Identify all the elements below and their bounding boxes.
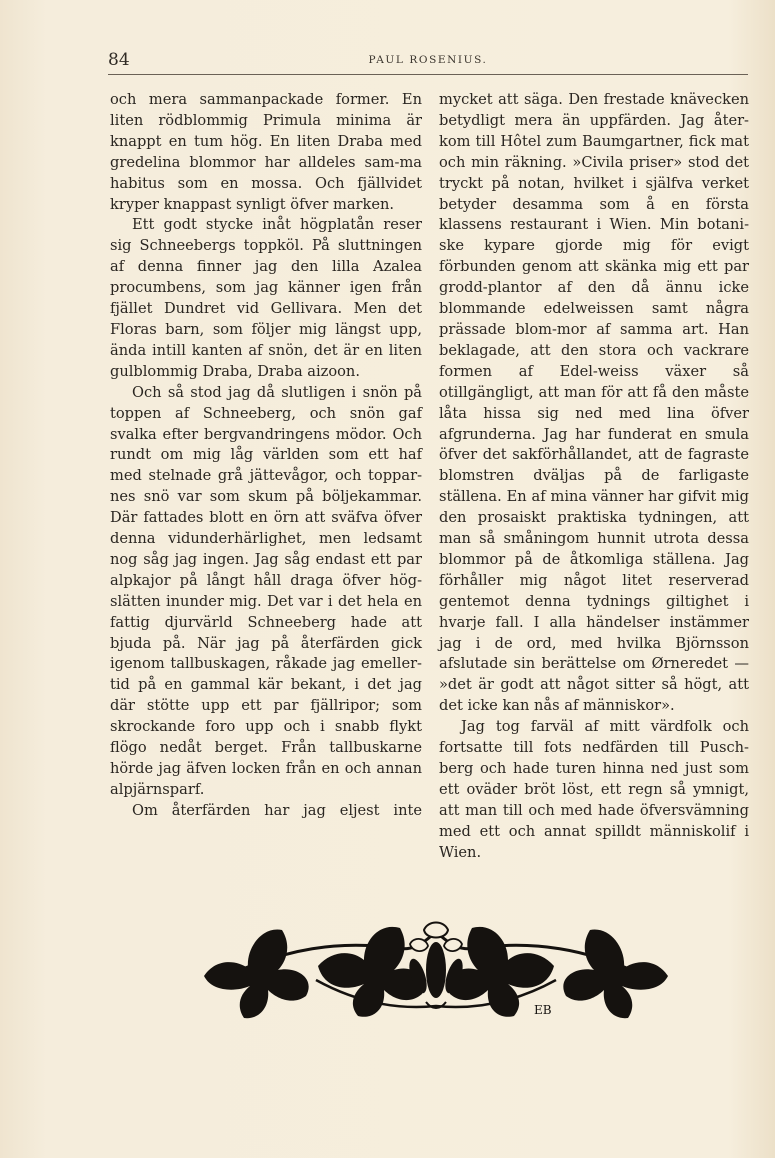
paragraph: Ett godt stycke inåt högplatån reser sig Schneebergs toppköl. På sluttningen af denna finner jag den lilla Azalea procumbens, som jag känner igen från fjället Dundret vid Gellivara. Men det Floras barn, som följer mig längst upp, ända intill kanten af snön, det är en liten gulblommig Draba, Draba aizoon. bbox=[110, 216, 422, 380]
monogram: EB bbox=[534, 1003, 552, 1017]
paragraph: mycket att säga. Den frestade knävecken betydligt mera än uppfärden. Jag åter-kom till Hôtel zum Baumgartner, fick mat och min räkning. »Civila priser» stod det tryckt på notan, hvilket i själfva verket betyder desamma som å en första klassens restaurant i Wien. Min botani-ske kypare gjorde mig för evigt förbunden genom att skänka mig ett par grodd-plantor af den då ännu icke blommande edelweissen samt några prässade blom-mor af samma art. Han beklagade, att den stora och vackrare formen af Edel-weiss växer så otillgängligt, att man för att få den måste låta hissa sig ned med lina öfver afgrunderna. Jag har funderat en smula öfver det sakförhållandet, att de fagraste blomstren dväljas på de farligaste ställena. En af mina vänner har gifvit mig den prosaiskt praktiska tydningen, att man så småningom hunnit utrota dessa blommor på de åtkomliga ställena. Jag förhåller mig något litet reserverad gentemot denna tydnings giltighet i hvarje fall. I alla händelser instämmer jag i de ord, med hvilka Björnsson afslutade sin berättelse om Ørneredet — »det är godt att något sitter så högt, att det icke kan nås af människor». bbox=[439, 91, 749, 715]
paragraph: Jag tog farväl af mitt värdfolk och fortsatte till fots nedfärden till Pusch-berg och hade turen hinna ned just som ett oväder bröt löst, ett regn så ymnigt, att man till och med hade öfversvämning med ett och annat spilldt människolif i Wien. bbox=[439, 718, 749, 861]
paragraph: och mera sammanpackade former. En liten rödblommig Primula minima är knappt en tum hög. En liten Draba med gredelina blommor har alldeles sam-ma habitus som en mossa. Och fjällvidet kryper knappast synligt öfver marken. bbox=[110, 91, 422, 213]
page-number: 84 bbox=[108, 50, 130, 70]
page-header bbox=[108, 50, 748, 74]
left-column bbox=[110, 90, 422, 822]
running-head: PAUL ROSENIUS. bbox=[368, 54, 488, 66]
right-column bbox=[439, 90, 749, 864]
ivy-leaf-vignette-icon bbox=[196, 910, 676, 1028]
paragraph: Om återfärden har jag eljest inte bbox=[132, 801, 422, 819]
header-rule bbox=[108, 74, 748, 75]
paragraph: Och så stod jag då slutligen i snön på toppen af Schneeberg, och snön gaf svalka efter bergvandringens mödor. Och rundt om mig låg världen som ett haf med stelnade grå jättevågor, och toppar-nes snö var som skum på böljekammar. Där fattades blott en örn att sväfva öfver denna vidunderhärlighet, men ledsamt nog såg jag ingen. Jag såg endast ett par alpkajor på långt håll draga öfver hög-slätten inunder mig. Det var i det hela en fattig djurvärld Schneeberg hade att bjuda på. När jag på återfärden gick igenom tallbuskagen, råkade jag emeller-tid på en gammal kär bekant, i det jag där stötte upp ett par fjällripor; som skrockande foro upp och i snabb flykt flögo nedåt berget. Från tallbuskarne hörde jag äfven locken från en och annan alpjärnsparf. bbox=[110, 383, 422, 798]
